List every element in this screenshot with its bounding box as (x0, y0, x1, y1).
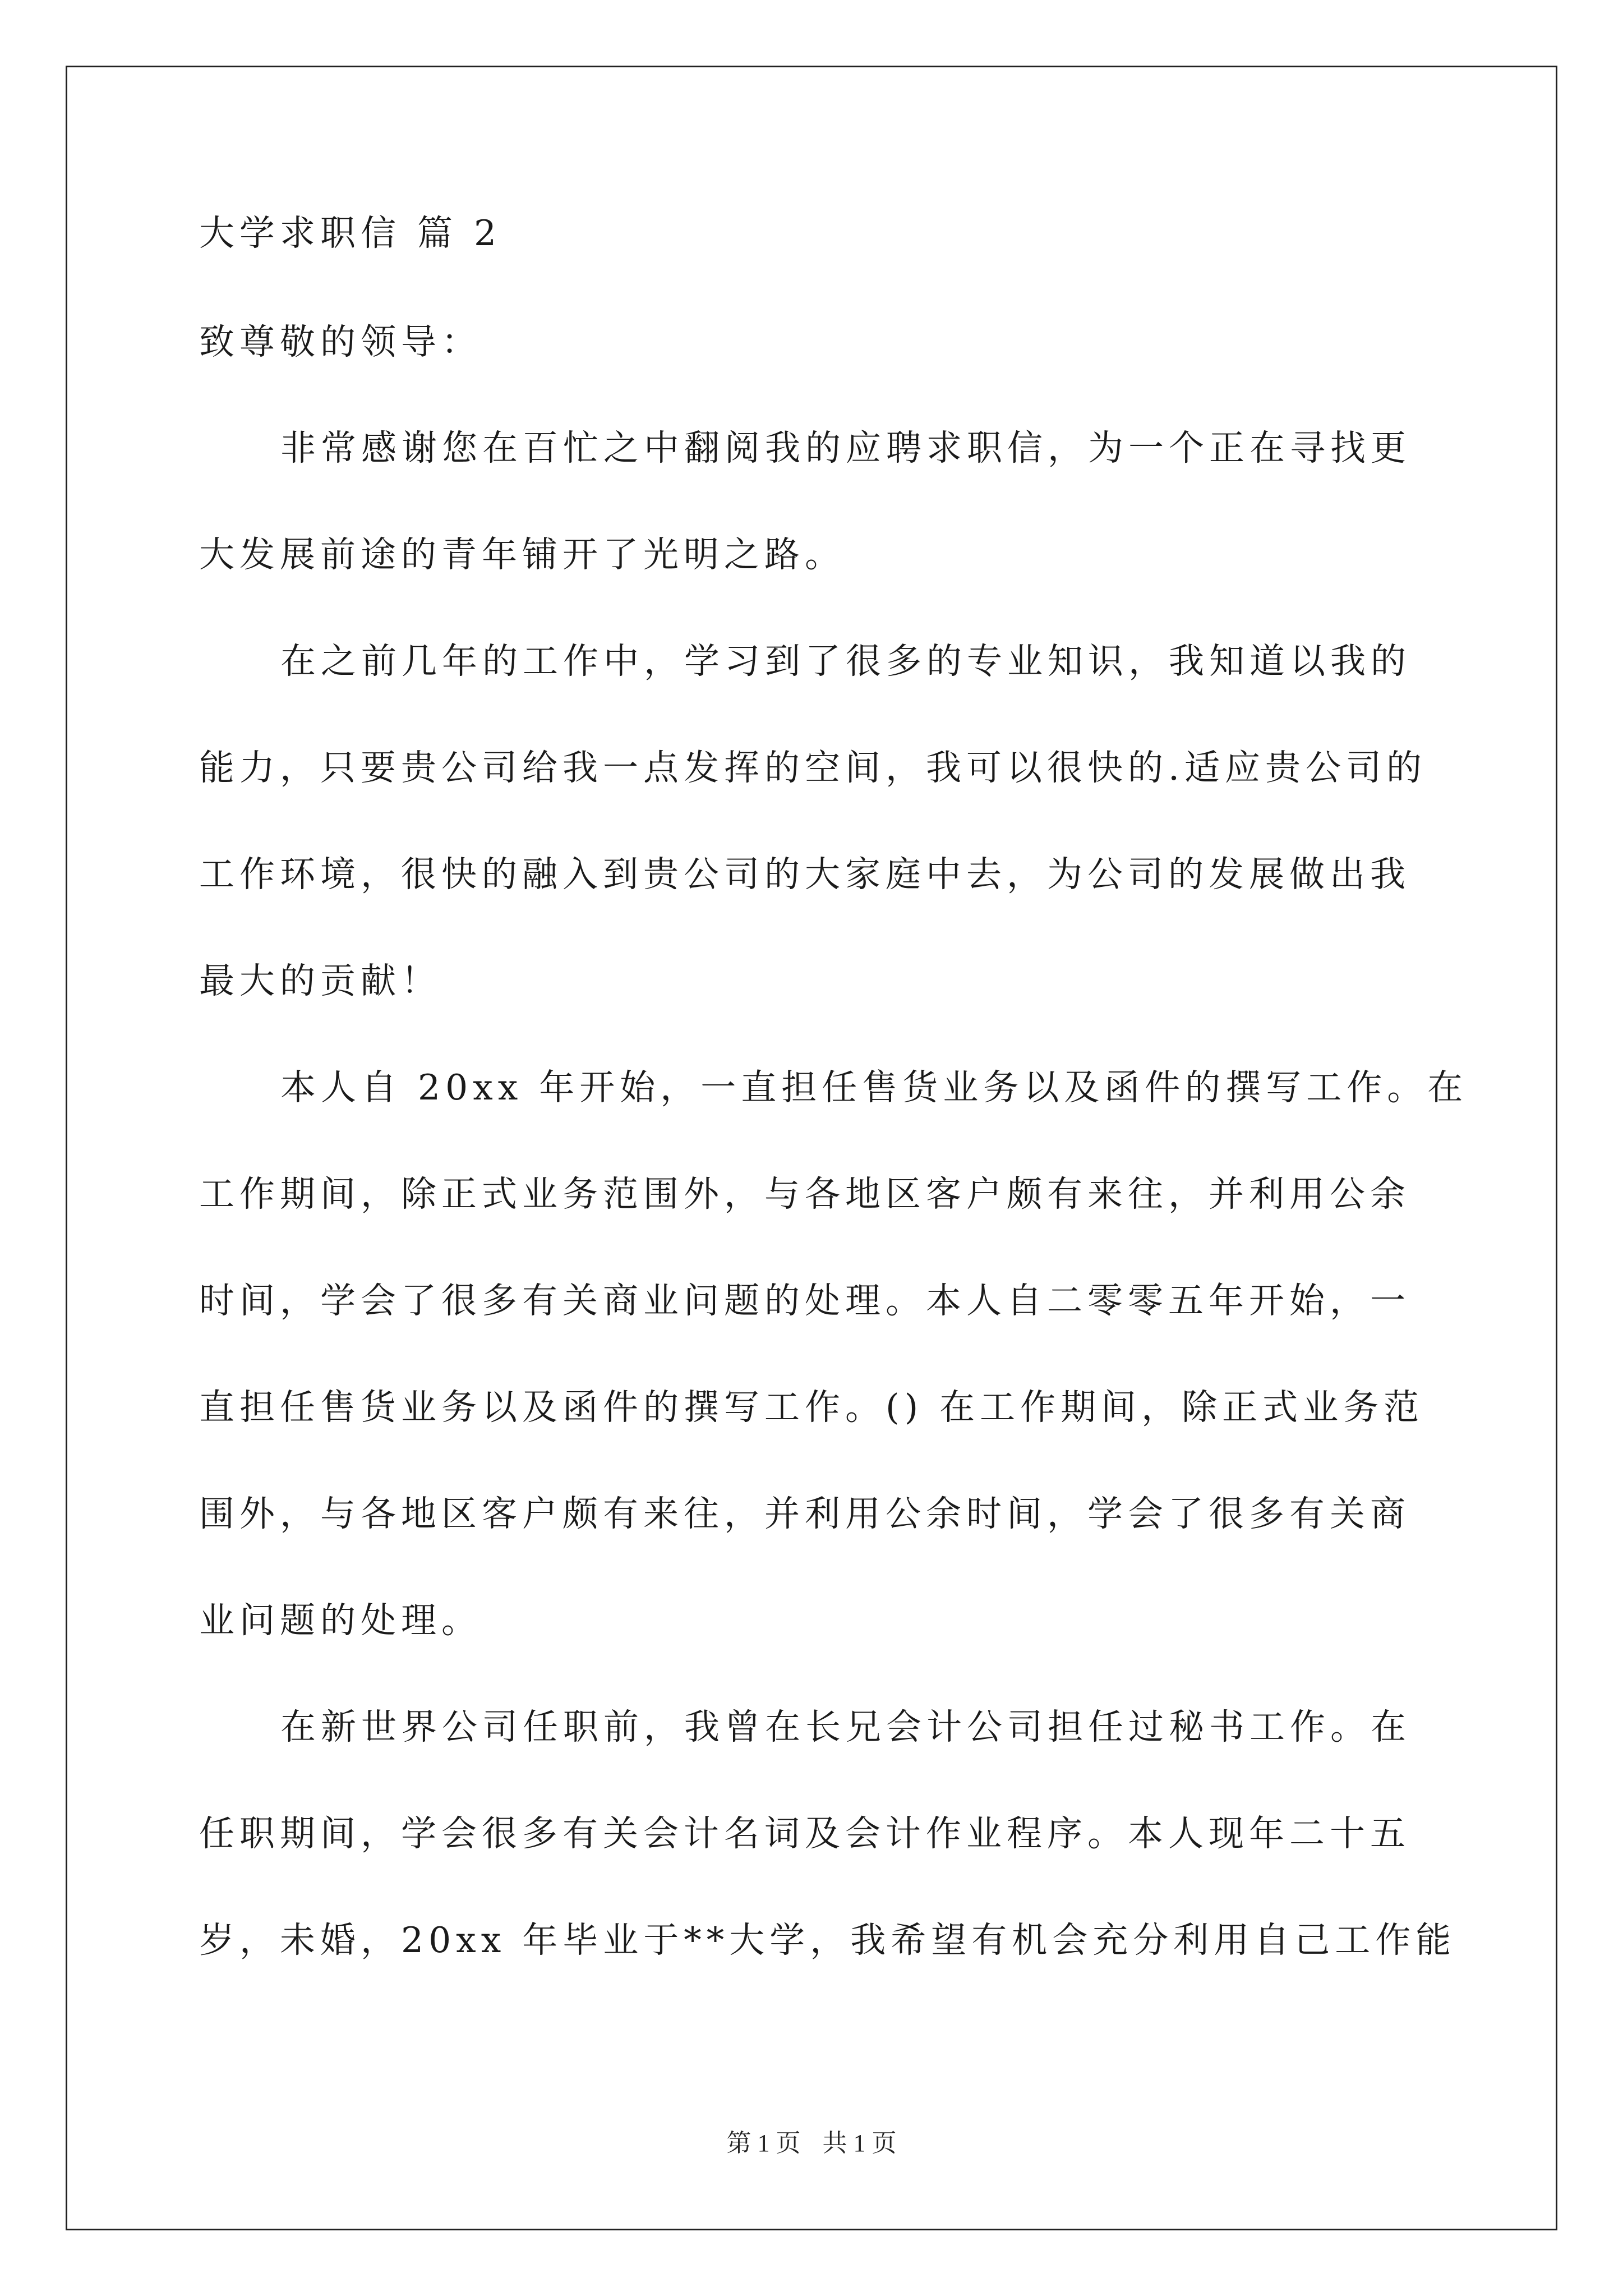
paragraph (199, 427, 1430, 575)
paragraph-line: 工作环境，很快的融入到贵公司的大家庭中去，为公司的发展做出我 (199, 854, 1410, 895)
document-body (199, 213, 1468, 2029)
paragraph (199, 1067, 1468, 1641)
paragraph-line: 任职期间，学会很多有关会计名词及会计作业程序。本人现年二十五 (199, 1813, 1410, 1854)
paragraph (199, 1706, 1456, 1961)
paragraph-line: 在新世界公司任职前，我曾在长兄会计公司担任过秘书工作。在 (280, 1706, 1411, 1747)
paragraph-line: 工作期间，除正式业务范围外，与各地区客户颇有来往，并利用公余 (199, 1174, 1410, 1214)
page-footer (0, 2123, 1623, 2159)
paragraph-line: 大发展前途的青年铺开了光明之路。 (199, 534, 845, 575)
page-number-total: 共 1 页 (822, 2129, 897, 2157)
paragraph-line: 能力，只要贵公司给我一点发挥的空间，我可以很快的.适应贵公司的 (199, 747, 1427, 788)
paragraph (199, 643, 1430, 999)
page-number-current: 第 1 页 (726, 2129, 801, 2157)
paragraph-line: 最大的贡献！ (199, 960, 441, 1001)
paragraph-line: 在之前几年的工作中，学习到了很多的专业知识，我知道以我的 (280, 641, 1411, 682)
paragraph-line: 围外，与各地区客户颇有来往，并利用公余时间，学会了很多有关商 (199, 1493, 1410, 1534)
document-heading: 大学求职信 篇 2 (199, 213, 502, 254)
paragraph-line: 业问题的处理。 (199, 1600, 482, 1641)
paragraph-line: 岁，未婚，20xx 年毕业于**大学，我希望有机会充分利用自己工作能 (199, 1920, 1456, 1961)
paragraph-line: 直担任售货业务以及函件的撰写工作。() 在工作期间，除正式业务范 (199, 1387, 1424, 1428)
salutation: 致尊敬的领导： (199, 321, 482, 362)
paragraph-line: 时间，学会了很多有关商业问题的处理。本人自二零零五年开始，一 (199, 1280, 1410, 1321)
paragraph-line: 非常感谢您在百忙之中翻阅我的应聘求职信，为一个正在寻找更 (280, 427, 1411, 468)
paragraph-line: 本人自 20xx 年开始，一直担任售货业务以及函件的撰写工作。在 (280, 1067, 1468, 1108)
